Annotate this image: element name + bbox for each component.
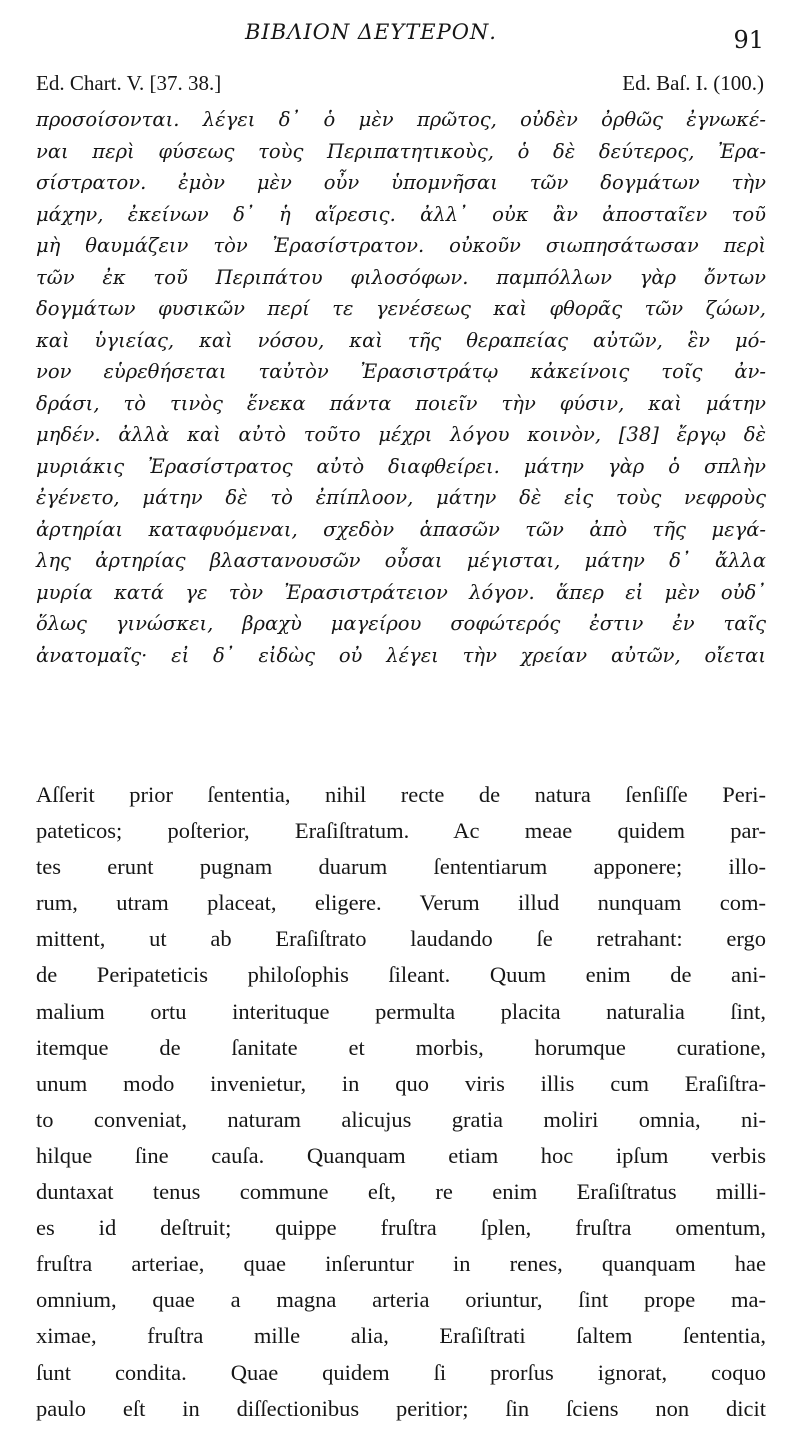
latin-text-line: ximae, fruſtra mille alia, Eraſiſtrati ſaltem ſententia, [36, 1323, 766, 1349]
greek-text-line: λης ἀρτηρίας βλαστανουσῶν οὖσαι μέγισται, μάτην δ᾽ ἄλλα [36, 549, 766, 572]
latin-text-line: de Peripateticis philoſophis ſileant. Quum enim de ani- [36, 962, 766, 988]
latin-text-line: tes erunt pugnam duarum ſententiarum apponere; illo- [36, 854, 766, 880]
greek-text-line: προσοίσονται. λέγει δ᾽ ὁ μὲν πρῶτος, οὐδὲν ὀρθῶς ἐγνωκέ- [36, 108, 766, 131]
greek-text-line: δογμάτων φυσικῶν περί τε γενέσεως καὶ φθορᾶς τῶν ζώων, [36, 297, 766, 320]
latin-text-line: to conveniat, naturam alicujus gratia moliri omnia, ni- [36, 1106, 766, 1132]
greek-text-line: σίστρατον. ἐμὸν μὲν οὖν ὑπομνῆσαι τῶν δογμάτων τὴν [36, 171, 766, 194]
greek-text-line: τῶν ἐκ τοῦ Περιπάτου φιλοσόφων. παμπόλλων γὰρ ὄντων [36, 265, 766, 289]
greek-text-line: ὅλως γινώσκει, βραχὺ μαγείρου σοφώτερός ἐστιν ἐν ταῖς [36, 612, 766, 635]
edition-reference-left: Ed. Chart. V. [37. 38.] [36, 71, 222, 95]
edition-reference-right: Ed. Baſ. I. (100.) [622, 71, 764, 95]
latin-text-line: es id deſtruit; quippe fruſtra ſplen, fruſtra omentum, [36, 1215, 766, 1241]
latin-text-line: rum, utram placeat, eligere. Verum illud nunquam com- [36, 890, 766, 916]
greek-text-line: μὴ θαυμάζειν τὸν Ἐρασίστρατον. οὐκοῦν σιωπησάτωσαν περὶ [36, 234, 766, 257]
latin-text-line: pateticos; poſterior, Eraſiſtratum. Ac meae quidem par- [36, 818, 766, 844]
running-head: ΒΙΒΛΙΟΝ ΔΕΥΤΕΡΟΝ. [245, 20, 497, 44]
latin-text-line: fruſtra arteriae, quae inſeruntur in renes, quanquam hae [36, 1251, 766, 1277]
latin-text-line: mittent, ut ab Eraſiſtrato laudando ſe retrahant: ergo [36, 926, 766, 952]
latin-text-line: hilque ſine cauſa. Quanquam etiam hoc ipſum verbis [36, 1142, 766, 1168]
greek-text-line: μάχην, ἐκείνων δ᾽ ἡ αἵρεσις. ἀλλ᾽ οὐκ ἂν ἀποσταῖεν τοῦ [36, 202, 766, 226]
latin-text-line: Aſſerit prior ſententia, nihil recte de natura ſenſiſſe Peri- [36, 782, 766, 807]
greek-text-line: καὶ ὑγιείας, καὶ νόσου, καὶ τῆς θεραπείας αὐτῶν, ἓν μό- [36, 328, 766, 352]
greek-text-line: ἀνατομαῖς· εἰ δ᾽ εἰδὼς οὐ λέγει τὴν χρείαν αὐτῶν, οἴεται [36, 643, 766, 667]
greek-text-line: μυρία κατά γε τὸν Ἐρασιστράτειον λόγον. ἅπερ εἰ μὲν οὐδ᾽ [36, 580, 766, 604]
greek-text-block [36, 104, 766, 671]
latin-text-line: ſunt condita. Quae quidem ſi prorſus ignorat, coquo [36, 1359, 766, 1385]
greek-text-line: μηδέν. ἀλλὰ καὶ αὐτὸ τοῦτο μέχρι λόγου κοινὸν, [38] ἔργῳ δὲ [36, 423, 766, 446]
latin-text-line: omnium, quae a magna arteria oriuntur, ſint prope ma- [36, 1287, 766, 1313]
greek-text-line: ναι περὶ φύσεως τοὺς Περιπατητικοὺς, ὁ δὲ δεύτερος, Ἐρα- [36, 139, 766, 163]
latin-text-line: unum modo invenietur, in quo viris illis cum Eraſiſtra- [36, 1070, 766, 1096]
latin-text-line: paulo eſt in diſſectionibus peritior; ſin ſciens non dicit [36, 1395, 766, 1421]
greek-text-line: μυριάκις Ἐρασίστρατος αὐτὸ διαφθείρει. μάτην γὰρ ὁ σπλὴν [36, 454, 766, 478]
latin-text-line: duntaxat tenus commune eſt, re enim Eraſiſtratus milli- [36, 1179, 766, 1205]
latin-text-line: itemque de ſanitate et morbis, horumque curatione, [36, 1034, 766, 1060]
greek-text-line: ἀρτηρίαι καταφυόμεναι, σχεδὸν ἁπασῶν τῶν ἀπὸ τῆς μεγά- [36, 517, 766, 541]
latin-text-line: malium ortu interituque permulta placita naturalia ſint, [36, 998, 766, 1024]
greek-text-line: ἐγένετο, μάτην δὲ τὸ ἐπίπλοον, μάτην δὲ εἰς τοὺς νεφροὺς [36, 486, 766, 509]
page-number: 91 [733, 26, 764, 54]
latin-text-block [36, 777, 766, 1427]
greek-text-line: νον εὑρεθήσεται ταὐτὸν Ἐρασιστράτῳ κἀκείνοις τοῖς ἀν- [36, 360, 766, 383]
greek-text-line: δράσι, τὸ τινὸς ἕνεκα πάντα ποιεῖν τὴν φύσιν, καὶ μάτην [36, 391, 766, 415]
